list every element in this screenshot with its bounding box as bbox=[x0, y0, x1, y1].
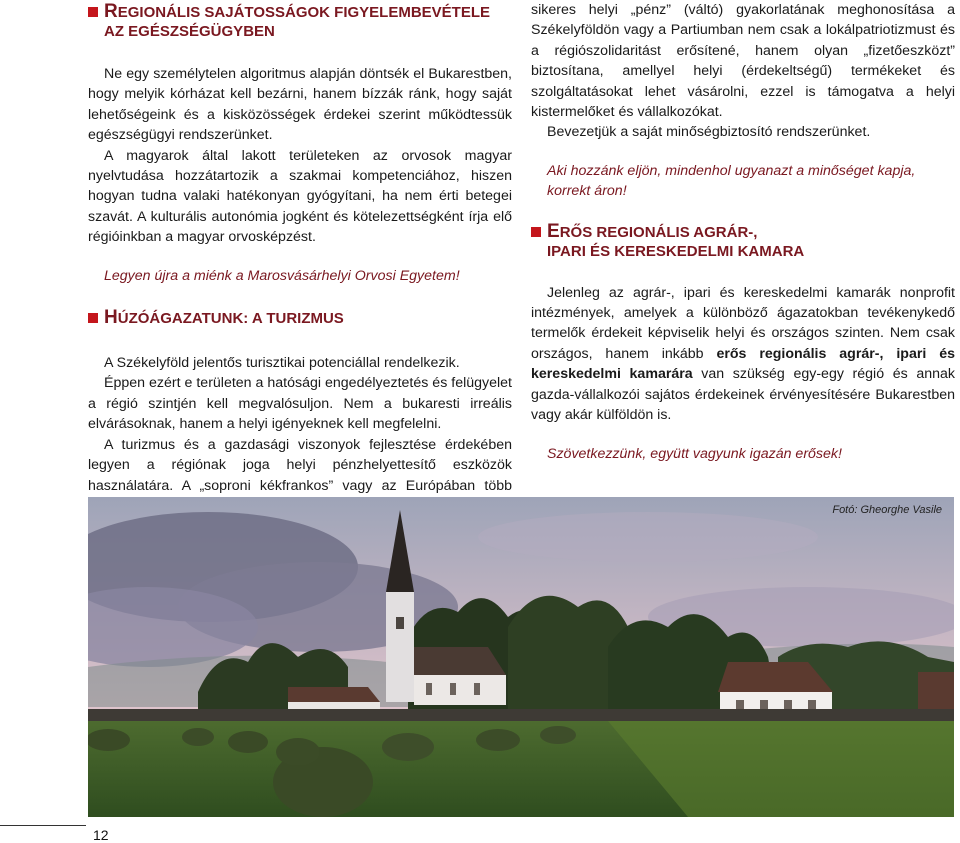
paragraph-regional-1: Ne egy személytelen algoritmus alapján döntsék el Bukarestben, hogy melyik kórházat kell bezárni, hanem bízzák ránk, hogy saját lehetőségeink és a kisközösségek érdekei szerint működtessük egészségügyi rendszerünket. bbox=[88, 66, 512, 144]
slogan-regional: Legyen újra a miénk a Marosvásárhelyi Orvosi Egyetem! bbox=[104, 267, 460, 284]
paragraph-tourism-1: A Székelyföld jelentős turisztikai potenciállal rendelkezik. bbox=[104, 355, 460, 372]
section-heading-regional bbox=[88, 2, 512, 41]
heading-initial: R bbox=[104, 1, 118, 22]
chamber-text-start: Jelenleg az agrár-, ipari és kereskedelmi kamarák nonprofit intézmények, amelyek a különböző ágazatokban tevékenykedő termelők érdekeit képviselik helyi és országos szinten. Nem csak országos, hanem inkább bbox=[531, 284, 955, 362]
heading-text-line1: EGIONÁLIS SAJÁTOSSÁGOK FIGYELEMBEVÉTELE bbox=[117, 4, 491, 21]
heading-text-line2: IPARI ÉS KERESKEDELMI KAMARA bbox=[547, 242, 805, 260]
paragraph-tourism-continued: sikeres helyi „pénz” (váltó) gyakorlatának meghonosítása a Székelyföldön vagy a Partiumban nem csak a lokálpatriotizmust és a régiószolidaritást erősítené, hanem olyan „fizetőeszközt” biztosítana, amellyel helyi (érdekeltségű) termékeket és szolgáltatásokat lehet vásárolni, ezzel is támogatva a helyi kistermelőket és vállalkozókat. bbox=[531, 2, 955, 121]
right-column bbox=[531, 0, 955, 464]
paragraph-tourism-2: Éppen ezért e területen a hatósági engedélyeztetés és felügyelet a régió szintjén kell megvalósuljon. Nem a bukaresti irreális elvárásoknak, hanem a helyi igényeknek kell megfelelni. bbox=[88, 375, 512, 433]
heading-initial: E bbox=[547, 220, 560, 242]
section-heading-tourism bbox=[88, 308, 512, 328]
paragraph-quality-system: Bevezetjük a saját minőségbiztosító rendszerünket. bbox=[547, 124, 871, 141]
heading-text: ÚZÓÁGAZATUNK: A TURIZMUS bbox=[117, 310, 344, 328]
page-number-rule bbox=[0, 825, 86, 826]
chamber-text-end: van szükség egy-egy régió és annak gazda-vállalkozói sajátos érdekeinek érvényesítésére Bukarestben vagy akár külföldön is. bbox=[531, 366, 955, 424]
page-number: 12 bbox=[93, 827, 109, 843]
heading-marker-icon bbox=[88, 7, 98, 17]
heading-text-line2: AZ EGÉSZSÉGÜGYBEN bbox=[104, 23, 275, 40]
slogan-chamber: Szövetkezzünk, együtt vagyunk igazán erősek! bbox=[547, 445, 842, 462]
heading-text-line1: RŐS REGIONÁLIS AGRÁR-, bbox=[559, 223, 758, 241]
left-column bbox=[88, 0, 512, 516]
heading-initial: H bbox=[104, 307, 118, 329]
village-church-illustration bbox=[88, 497, 954, 817]
paragraph-tourism-3: A turizmus és a gazdasági viszonyok fejlesztése érdekében legyen a régiónak joga helyi pénzhelyettesítő eszközök használatára. A „soproni kékfrankos” vagy az Európában több bbox=[88, 436, 512, 494]
photo-credit: Fotó: Gheorghe Vasile bbox=[832, 504, 942, 516]
paragraph-chamber bbox=[531, 283, 955, 426]
chamber-text-bold: erős regionális agrár-, ipari és kereskedelmi kamarára bbox=[531, 345, 955, 383]
landscape-photo bbox=[88, 497, 954, 817]
slogan-quality: Aki hozzánk eljön, mindenhol ugyanazt a minőséget kapja, korrekt áron! bbox=[547, 162, 916, 200]
heading-marker-icon bbox=[88, 313, 98, 323]
heading-marker-icon bbox=[531, 227, 541, 237]
paragraph-regional-2: A magyarok által lakott területeken az orvosok magyar nyelvtudása hozzátartozik a szakmai kompetenciához, hiszen hogyan tudna valaki hatékonyan gyógyítani, ha nem érti betegei szavát. A kulturális autonómia jogként és kötelezettségként írja elő régióinkban a magyar orvosképzést. bbox=[88, 147, 512, 246]
section-heading-chamber bbox=[531, 222, 955, 261]
